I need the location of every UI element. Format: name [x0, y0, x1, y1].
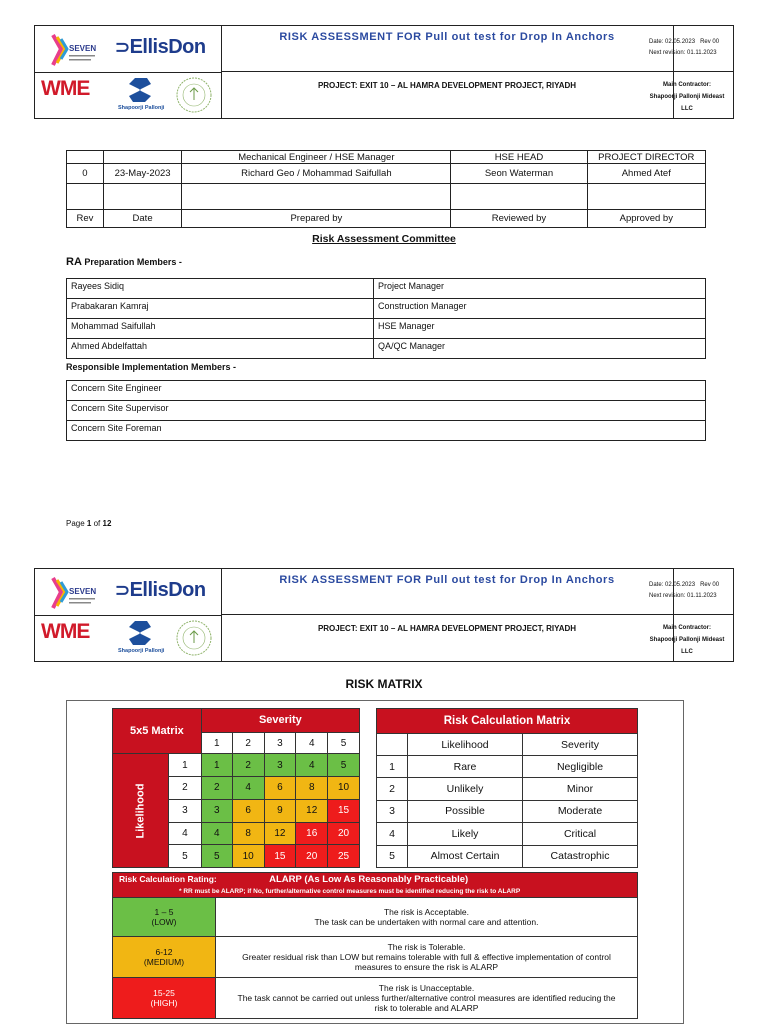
matrix-cell: 20 — [296, 845, 328, 868]
table-cell: PROJECT DIRECTOR — [587, 151, 705, 164]
calc-number: 3 — [377, 800, 408, 822]
table-cell — [67, 151, 104, 164]
calc-severity: Moderate — [523, 800, 638, 822]
table-cell — [67, 184, 104, 210]
calc-col-severity: Severity — [523, 734, 638, 755]
calc-col-likelihood: Likelihood — [408, 734, 523, 755]
seven-logo-text: SEVEN — [69, 44, 97, 53]
impl-members-label: Responsible Implementation Members - — [66, 362, 237, 372]
table-cell: Prepared by — [182, 210, 451, 228]
table-cell: Reviewed by — [451, 210, 587, 228]
table-row — [113, 754, 360, 777]
severity-number: 2 — [232, 732, 264, 754]
rating-text: The task cannot be carried out unless further/alternative control measures are identified reducing the — [237, 993, 616, 1003]
title-cell — [221, 26, 674, 118]
logo-row-top — [35, 26, 221, 73]
ra-label-big: RA — [66, 256, 82, 268]
anniversary-seal-icon — [175, 76, 213, 114]
calc-likelihood: Possible — [408, 800, 523, 822]
wme-logo: WME — [41, 620, 90, 643]
matrix-cell: 12 — [264, 822, 296, 845]
matrix-cell: 3 — [201, 799, 232, 822]
table-row — [377, 823, 638, 845]
matrix-cell: 12 — [296, 799, 328, 822]
anniversary-seal-icon — [175, 619, 213, 657]
main-contractor-name: Shapoorji Pallonji Mideast — [649, 637, 725, 643]
rating-range: 1 – 5 — [154, 907, 174, 917]
document-title: RISK ASSESSMENT FOR Pull out test for Drop In Anchors — [221, 569, 673, 615]
table-cell: 23-May-2023 — [103, 164, 182, 184]
matrix-cell: 6 — [232, 799, 264, 822]
alarp-text: ALARP (As Low As Reasonably Practicable) — [269, 873, 469, 885]
likelihood-number: 5 — [169, 845, 202, 868]
seven-logo-text: SEVEN — [69, 587, 97, 596]
matrix-cell: 2 — [232, 754, 264, 777]
table-cell: Richard Geo / Mohammad Saifullah — [182, 164, 451, 184]
calc-number: 1 — [377, 755, 408, 777]
shapoorji-logo-text: Shapoorji Pallonji — [118, 648, 165, 654]
main-contractor-name: Shapoorji Pallonji Mideast — [649, 94, 725, 100]
member-role: HSE Manager — [374, 319, 706, 339]
document-title: RISK ASSESSMENT FOR Pull out test for Drop In Anchors — [221, 26, 673, 72]
meta-cell — [641, 26, 733, 118]
calc-number: 4 — [377, 823, 408, 845]
table-row — [113, 978, 638, 1019]
page-of: of — [93, 519, 101, 528]
ra-label-text: Preparation Members - — [84, 257, 182, 267]
matrix-cell: 1 — [201, 754, 232, 777]
rating-header — [113, 873, 638, 898]
page-label: Page — [66, 519, 85, 528]
ra-members-label — [66, 256, 182, 268]
table-row — [67, 279, 706, 299]
member-role: QA/QC Manager — [374, 339, 706, 359]
date-text: Date: 02.05.2023 — [649, 582, 696, 588]
matrix-cell: 5 — [201, 845, 232, 868]
member-role: Construction Manager — [374, 299, 706, 319]
rating-range: 15-25 — [153, 988, 175, 998]
member-name: Mohammad Saifullah — [67, 319, 374, 339]
member-name: Prabakaran Kamraj — [67, 299, 374, 319]
calc-severity: Minor — [523, 778, 638, 800]
member-name: Concern Site Foreman — [67, 421, 706, 441]
matrix-cell: 8 — [232, 822, 264, 845]
ellisdon-logo — [115, 579, 206, 602]
matrix-cell: 2 — [201, 777, 232, 800]
rating-text: The task can be undertaken with normal care and attention. — [314, 917, 539, 927]
table-cell — [451, 184, 587, 210]
table-row — [67, 381, 706, 401]
table-cell: Ahmed Atef — [587, 164, 705, 184]
page-current: 1 — [86, 519, 92, 528]
logo-row-top — [35, 569, 221, 616]
severity-number: 3 — [264, 732, 296, 754]
rating-name: (HIGH) — [150, 998, 178, 1008]
calc-severity: Critical — [523, 823, 638, 845]
matrix-cell: 15 — [264, 845, 296, 868]
calc-likelihood: Rare — [408, 755, 523, 777]
document-header-page2 — [34, 568, 734, 662]
main-contractor-label: Main Contractor: — [663, 625, 711, 631]
matrix-cell: 4 — [232, 777, 264, 800]
main-contractor-label: Main Contractor: — [663, 82, 711, 88]
rev-text: Rev 00 — [700, 582, 720, 588]
ellisdon-mark-icon: ⊃ — [115, 580, 130, 600]
member-name: Ahmed Abdelfattah — [67, 339, 374, 359]
rating-low-description — [216, 898, 638, 937]
rating-medium-cell — [113, 937, 216, 978]
project-name: PROJECT: EXIT 10 – AL HAMRA DEVELOPMENT PROJECT, RIYADH — [317, 81, 577, 90]
severity-header: Severity — [201, 709, 359, 733]
revision-table — [66, 150, 706, 228]
meta-cell — [641, 569, 733, 661]
likelihood-axis-label — [113, 754, 169, 868]
table-row — [67, 164, 706, 184]
table-row — [67, 184, 706, 210]
rating-text: The risk is Unacceptable. — [378, 983, 475, 993]
five-by-five-matrix — [112, 708, 360, 868]
matrix-cell: 4 — [201, 822, 232, 845]
table-cell — [103, 184, 182, 210]
main-contractor-suffix: LLC — [681, 649, 693, 655]
committee-title: Risk Assessment Committee — [312, 233, 456, 245]
rating-high-cell — [113, 978, 216, 1019]
member-name: Rayees Sidiq — [67, 279, 374, 299]
calc-likelihood: Almost Certain — [408, 845, 523, 867]
rating-name: (LOW) — [151, 917, 177, 927]
logo-cell — [35, 26, 222, 118]
logo-row-bottom — [35, 615, 221, 661]
rating-text: risk to tolerable and ALARP — [374, 1003, 479, 1013]
matrix-cell: 8 — [296, 777, 328, 800]
table-row — [377, 845, 638, 867]
likelihood-number: 2 — [169, 777, 202, 800]
table-cell — [377, 734, 408, 755]
ellisdon-logo — [115, 36, 206, 59]
table-cell — [587, 184, 705, 210]
table-cell — [182, 184, 451, 210]
table-row — [377, 800, 638, 822]
ra-members-table — [66, 278, 706, 359]
rev-text: Rev 00 — [700, 39, 720, 45]
table-cell: Date — [103, 210, 182, 228]
likelihood-number: 3 — [169, 799, 202, 822]
calc-number: 2 — [377, 778, 408, 800]
document-header — [34, 25, 734, 119]
rating-label: Risk Calculation Rating: — [119, 873, 217, 884]
table-row — [67, 421, 706, 441]
contractor-info — [641, 72, 733, 118]
shapoorji-logo-icon — [117, 76, 167, 112]
calc-severity: Catastrophic — [523, 845, 638, 867]
alarp-note: * RR must be ALARP; if No, further/alternative control measures must be identified reducing the risk to ALARP — [179, 887, 521, 895]
table-cell: Rev — [67, 210, 104, 228]
rating-high-description — [216, 978, 638, 1019]
ellisdon-logo-text: EllisDon — [129, 579, 206, 601]
page-number — [66, 519, 111, 528]
logo-row-bottom — [35, 72, 221, 118]
matrix-cell: 10 — [328, 777, 360, 800]
matrix-cell: 9 — [264, 799, 296, 822]
next-revision-text: Next revision: 01.11.2023 — [649, 593, 717, 599]
main-contractor-suffix: LLC — [681, 106, 693, 112]
calc-number: 5 — [377, 845, 408, 867]
matrix-cell: 6 — [264, 777, 296, 800]
table-row — [377, 778, 638, 800]
calc-likelihood: Likely — [408, 823, 523, 845]
member-name: Concern Site Engineer — [67, 381, 706, 401]
risk-matrix-title: RISK MATRIX — [345, 677, 423, 691]
matrix-cell: 20 — [328, 822, 360, 845]
matrix-cell: 5 — [328, 754, 360, 777]
table-cell: Mechanical Engineer / HSE Manager — [182, 151, 451, 164]
table-row — [67, 339, 706, 359]
revision-info — [641, 26, 733, 72]
seven-logo-icon — [47, 31, 99, 69]
seven-logo-icon — [47, 574, 99, 612]
table-row — [377, 755, 638, 777]
rating-low-cell — [113, 898, 216, 937]
revision-table-footer — [67, 210, 706, 228]
severity-number: 4 — [296, 732, 328, 754]
matrix-cell: 25 — [328, 845, 360, 868]
table-cell: HSE HEAD — [451, 151, 587, 164]
rating-text: measures to ensure the risk is ALARP — [354, 962, 499, 972]
severity-number: 5 — [328, 732, 360, 754]
likelihood-label-text: Likelihood — [134, 783, 147, 839]
rating-text: The risk is Acceptable. — [383, 907, 470, 917]
project-name: PROJECT: EXIT 10 – AL HAMRA DEVELOPMENT PROJECT, RIYADH — [317, 624, 577, 633]
likelihood-number: 1 — [169, 754, 202, 777]
impl-members-table — [66, 380, 706, 441]
member-role: Project Manager — [374, 279, 706, 299]
wme-logo: WME — [41, 77, 90, 100]
page-total: 12 — [102, 519, 112, 528]
calc-likelihood: Unlikely — [408, 778, 523, 800]
calc-matrix-title: Risk Calculation Matrix — [377, 709, 638, 734]
severity-number: 1 — [201, 732, 232, 754]
matrix-cell: 15 — [328, 799, 360, 822]
table-row — [113, 937, 638, 978]
revision-info — [641, 569, 733, 615]
shapoorji-logo-text: Shapoorji Pallonji — [118, 105, 165, 111]
ellisdon-mark-icon: ⊃ — [115, 37, 130, 57]
logo-cell — [35, 569, 222, 661]
title-cell — [221, 569, 674, 661]
rating-text: The risk is Tolerable. — [387, 942, 466, 952]
matrix-cell: 10 — [232, 845, 264, 868]
risk-calculation-matrix — [376, 708, 638, 868]
rating-medium-description — [216, 937, 638, 978]
matrix-cell: 3 — [264, 754, 296, 777]
member-name: Concern Site Supervisor — [67, 401, 706, 421]
rating-text: Greater residual risk than LOW but remains tolerable with full & effective implementation of control — [242, 952, 611, 962]
risk-rating-table — [112, 872, 638, 1019]
matrix-cell: 4 — [296, 754, 328, 777]
shapoorji-logo-icon — [117, 619, 167, 655]
table-row — [67, 319, 706, 339]
table-cell — [103, 151, 182, 164]
revision-table-header — [67, 151, 706, 164]
ellisdon-logo-text: EllisDon — [129, 36, 206, 58]
rating-range: 6-12 — [155, 947, 173, 957]
table-cell: Seon Waterman — [451, 164, 587, 184]
date-text: Date: 02.05.2023 — [649, 39, 696, 45]
table-row — [67, 299, 706, 319]
table-row — [113, 898, 638, 937]
rating-name: (MEDIUM) — [143, 957, 185, 967]
likelihood-number: 4 — [169, 822, 202, 845]
table-cell: 0 — [67, 164, 104, 184]
contractor-info — [641, 615, 733, 661]
matrix-corner-label: 5x5 Matrix — [113, 709, 202, 754]
table-row — [67, 401, 706, 421]
calc-severity: Negligible — [523, 755, 638, 777]
table-cell: Approved by — [587, 210, 705, 228]
next-revision-text: Next revision: 01.11.2023 — [649, 50, 717, 56]
matrix-cell: 16 — [296, 822, 328, 845]
